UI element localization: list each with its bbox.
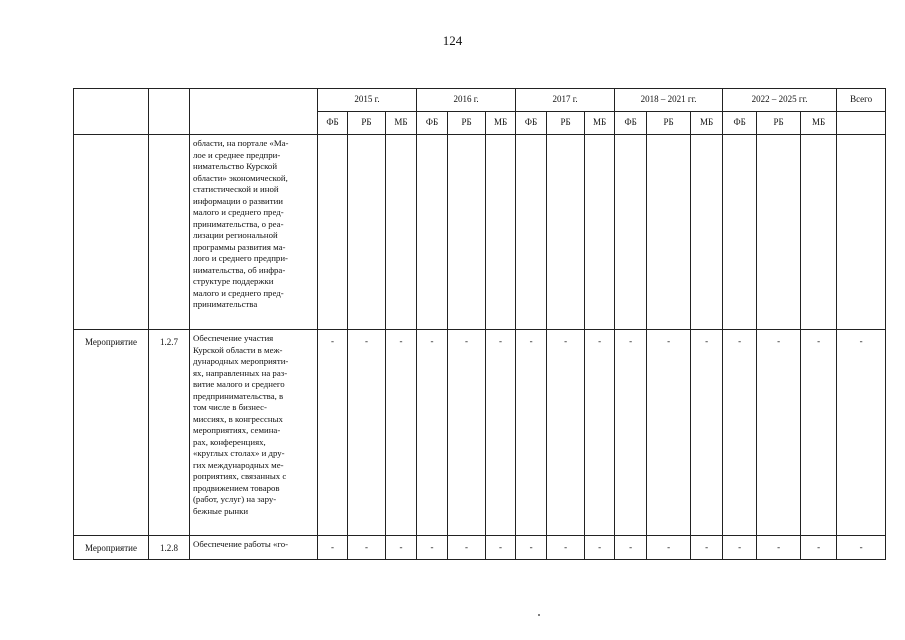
value-cell: -: [723, 330, 757, 536]
value-cell: -: [547, 330, 585, 536]
header-fund-rb: РБ: [348, 112, 386, 135]
value-cell: -: [647, 536, 691, 560]
value-cell: -: [837, 330, 886, 536]
value-cell: -: [516, 330, 547, 536]
header-fund-mb: МБ: [801, 112, 837, 135]
value-cell: [647, 135, 691, 330]
header-fund-mb: МБ: [386, 112, 417, 135]
value-cell: -: [516, 536, 547, 560]
header-year-2022-2025: 2022 – 2025 гг.: [723, 89, 837, 112]
value-cell: -: [691, 330, 723, 536]
row-description: Обеспечение работы «го-: [190, 536, 318, 560]
value-cell: [723, 135, 757, 330]
header-fund-rb: РБ: [547, 112, 585, 135]
value-cell: -: [386, 330, 417, 536]
value-cell: -: [615, 536, 647, 560]
value-cell: [348, 135, 386, 330]
header-year-2015: 2015 г.: [318, 89, 417, 112]
page-number: 124: [442, 33, 463, 48]
header-kind-cell: [74, 89, 149, 135]
header-fund-fb: ФБ: [615, 112, 647, 135]
value-cell: -: [348, 330, 386, 536]
header-fund-fb: ФБ: [318, 112, 348, 135]
value-cell: [757, 135, 801, 330]
header-year-2017: 2017 г.: [516, 89, 615, 112]
header-fund-fb: ФБ: [516, 112, 547, 135]
header-fund-mb: МБ: [486, 112, 516, 135]
value-cell: -: [318, 330, 348, 536]
row-code: [149, 135, 190, 330]
value-cell: -: [757, 330, 801, 536]
value-cell: [318, 135, 348, 330]
value-cell: -: [647, 330, 691, 536]
row-description: Обеспечение участия Курской области в меж- дународных мероприяти- ях, направленных на раз- витие малого и среднего предпринимательства, в том числе в бизнес- миссиях, в конгрессных мероприятиях, семина- рах, конференциях, «круглых столах» и дру- гих международных ме- роприятиях, связанных с продвижением товаров (работ, услуг) на зару- бежные рынки: [190, 330, 318, 536]
row-kind: [74, 135, 149, 330]
header-year-2016: 2016 г.: [417, 89, 516, 112]
value-cell: [837, 135, 886, 330]
value-cell: -: [585, 536, 615, 560]
header-year-2018-2021: 2018 – 2021 гг.: [615, 89, 723, 112]
header-fund-fb: ФБ: [417, 112, 448, 135]
row-description: области, на портале «Ма- лое и среднее предпри- нимательство Курской области» экономической, статистической и иной информации о развитии малого и среднего пред- принимательства, о реа- лизации региональной программы развития ма- лого и среднего предпри- нимательства, об инфра- структуре поддержки малого и среднего пред- принимательства: [190, 135, 318, 330]
row-code: 1.2.7: [149, 330, 190, 536]
value-cell: -: [448, 330, 486, 536]
value-cell: -: [837, 536, 886, 560]
value-cell: -: [691, 536, 723, 560]
header-fund-rb: РБ: [647, 112, 691, 135]
value-cell: [486, 135, 516, 330]
header-fund-mb: МБ: [585, 112, 615, 135]
row-code: 1.2.8: [149, 536, 190, 560]
value-cell: -: [723, 536, 757, 560]
header-fund-rb: РБ: [448, 112, 486, 135]
header-fund-mb: МБ: [691, 112, 723, 135]
financing-table: [73, 88, 886, 560]
table-row: [74, 330, 886, 536]
value-cell: -: [757, 536, 801, 560]
value-cell: [801, 135, 837, 330]
row-kind: Мероприятие: [74, 536, 149, 560]
value-cell: -: [448, 536, 486, 560]
value-cell: -: [486, 330, 516, 536]
table-row: [74, 135, 886, 330]
value-cell: -: [318, 536, 348, 560]
value-cell: -: [615, 330, 647, 536]
header-total-sub: [837, 112, 886, 135]
value-cell: -: [348, 536, 386, 560]
header-code-cell: [149, 89, 190, 135]
value-cell: [691, 135, 723, 330]
value-cell: -: [585, 330, 615, 536]
value-cell: [585, 135, 615, 330]
value-cell: -: [547, 536, 585, 560]
scan-speck: [538, 614, 540, 616]
value-cell: -: [417, 536, 448, 560]
header-total: Всего: [837, 89, 886, 112]
header-fund-rb: РБ: [757, 112, 801, 135]
value-cell: -: [801, 536, 837, 560]
table-row: [74, 536, 886, 560]
value-cell: -: [386, 536, 417, 560]
value-cell: -: [486, 536, 516, 560]
value-cell: [516, 135, 547, 330]
header-row-years: [74, 89, 886, 112]
value-cell: [547, 135, 585, 330]
value-cell: -: [801, 330, 837, 536]
value-cell: -: [417, 330, 448, 536]
row-kind: Мероприятие: [74, 330, 149, 536]
value-cell: [417, 135, 448, 330]
value-cell: [448, 135, 486, 330]
header-fund-fb: ФБ: [723, 112, 757, 135]
header-text-cell: [190, 89, 318, 135]
value-cell: [386, 135, 417, 330]
value-cell: [615, 135, 647, 330]
